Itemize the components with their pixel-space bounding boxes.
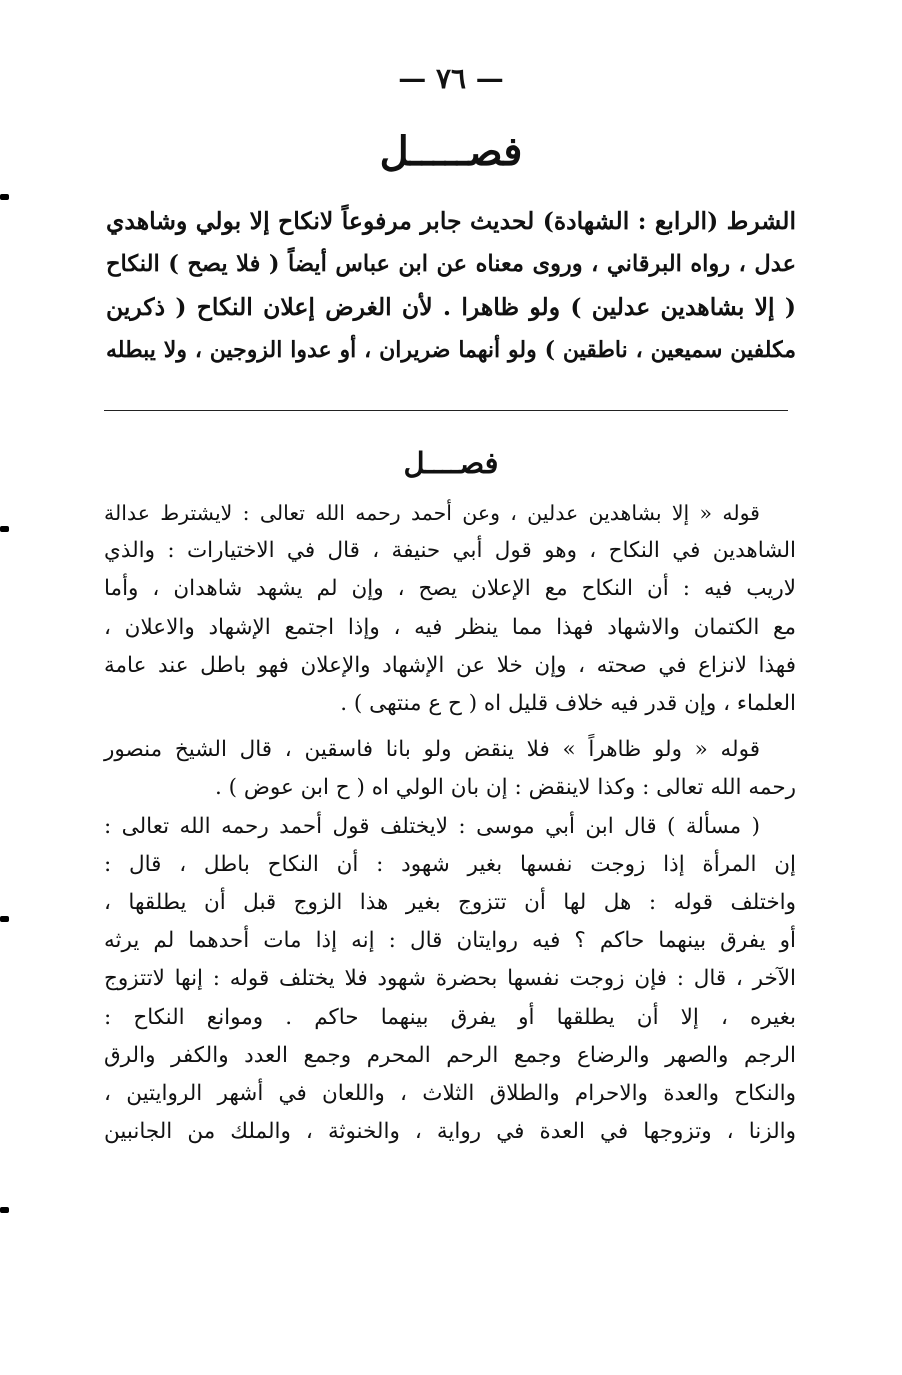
paragraph-break: [104, 723, 796, 731]
commentary-line: قوله « إلا بشاهدين عدلين ، وعن أحمد رحمه الله تعالى : لايشترط عدالة: [104, 501, 760, 525]
main-text-line: عدل ، رواه البرقاني ، وروى معناه عن ابن عباس أيضاً ( فلا يصح ) النكاح: [106, 251, 796, 277]
section-heading: فصـــــل: [379, 128, 523, 175]
commentary-text: [104, 494, 796, 1151]
commentary-line: فهذا لانزاع في صحته ، وإن خلا عن الإشهاد والإعلان فهو باطل عند عامة: [104, 652, 796, 678]
commentary-line: قوله « ولو ظاهراً » فلا ينقض ولو بانا فاسقين ، قال الشيخ منصور: [104, 737, 760, 763]
commentary-line: ( مسألة ) قال ابن أبي موسى : لايختلف قول أحمد رحمه الله تعالى :: [104, 813, 760, 839]
commentary-line: واختلف قوله : هل لها أن تتزوج بغير هذا الزوج قبل أن يطلقها ،: [104, 890, 796, 916]
commentary-line: بغيره ، إلا أن يطلقها أو يفرق بينهما حاكم . وموانع النكاح :: [104, 1004, 796, 1030]
commentary-heading: فصــــل: [403, 446, 499, 480]
commentary-line: والنكاح والعدة والاحرام والطلاق الثلاث ، واللعان في أشهر الروايتين ،: [104, 1081, 796, 1107]
margin-mark: [0, 916, 9, 922]
page-number: — ٧٦ —: [398, 62, 504, 95]
commentary-line: أو يفرق بينهما حاكم ؟ فيه روايتان قال : إنه إذا مات أحدهما لم يرثه: [104, 928, 796, 954]
footnote-divider: [104, 410, 788, 411]
margin-mark: [0, 1207, 9, 1213]
commentary-line: رحمه الله تعالى : وكذا لاينقض : إن بان الولي اه ( ح ابن عوض ) .: [214, 775, 796, 801]
commentary-line: والزنا ، وتزوجها في العدة في رواية ، والخنوثة ، والملك من الجانبين: [104, 1119, 796, 1145]
margin-mark: [0, 194, 9, 200]
main-text-line: الشرط (الرابع : الشهادة) لحديث جابر مرفوعاً لانكاح إلا بولي وشاهدي: [106, 207, 796, 235]
commentary-line: لاريب فيه : أن النكاح مع الإعلان يصح ، وإن لم يشهد شاهدان ، وأما: [104, 576, 796, 602]
commentary-line: الرجم والصهر والرضاع وجمع الرحم المحرم وجمع العدد والكفر والرق: [104, 1042, 796, 1068]
commentary-line: الآخر ، قال : فإن زوجت نفسها بحضرة شهود فلا يختلف قوله : إنها لاتتزوج: [104, 966, 796, 992]
main-text-line: ( إلا بشاهدين عدلين ) ولو ظاهرا . لأن الغرض إعلان النكاح ( ذكرين: [106, 293, 796, 321]
commentary-line: العلماء ، وإن قدر فيه خلاف قليل اه ( ح ع منتهى ) .: [340, 691, 796, 717]
commentary-line: مع الكتمان والاشهاد فهذا مما ينظر فيه ، وإذا اجتمع الإشهاد والاعلان ،: [104, 614, 796, 640]
commentary-line: الشاهدين في النكاح ، وهو قول أبي حنيفة ، قال في الاختيارات : والذي: [104, 538, 796, 564]
main-text-line: مكلفين سميعين ، ناطقين ) ولو أنهما ضريران ، أو عدوا الزوجين ، ولا يبطله: [106, 337, 796, 363]
commentary-line: إن المرأة إذا زوجت نفسها بغير شهود : أن النكاح باطل ، قال :: [104, 851, 796, 877]
main-text: [106, 200, 796, 372]
margin-mark: [0, 526, 9, 532]
